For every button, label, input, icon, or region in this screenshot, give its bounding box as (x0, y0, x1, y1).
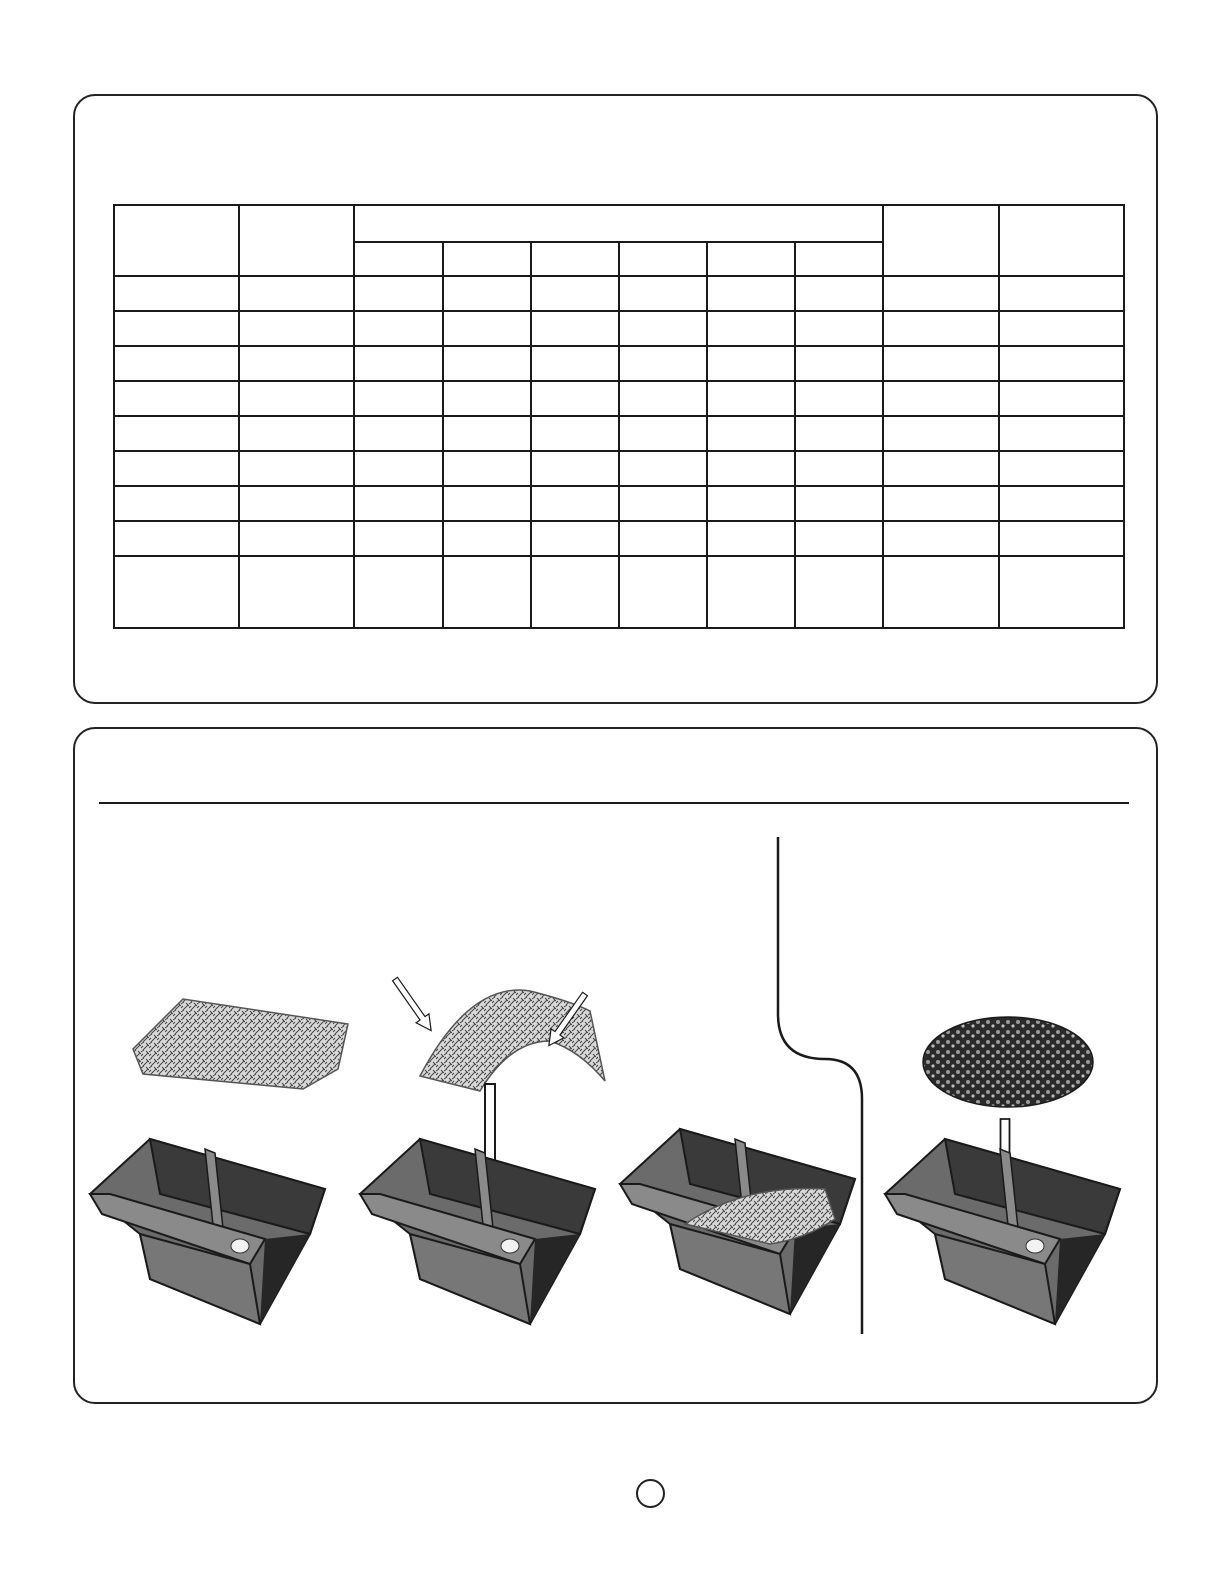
table-cell (531, 311, 619, 346)
table-cell (531, 451, 619, 486)
table-cell (707, 451, 795, 486)
table-cell (707, 486, 795, 521)
table-cell (239, 416, 354, 451)
table-cell (354, 451, 443, 486)
table-cell (707, 276, 795, 311)
table-cell (443, 311, 531, 346)
table-cell (239, 311, 354, 346)
table-cell (999, 346, 1124, 381)
column-header (795, 242, 883, 276)
table-cell (795, 486, 883, 521)
table-cell (795, 346, 883, 381)
table-cell (531, 381, 619, 416)
table-cell (795, 451, 883, 486)
table-cell (619, 521, 707, 556)
table-cell (239, 276, 354, 311)
table-cell (883, 381, 999, 416)
table-cell (999, 486, 1124, 521)
table-cell (619, 346, 707, 381)
table-cell (443, 556, 531, 628)
table-cell (354, 556, 443, 628)
table-cell (619, 486, 707, 521)
table-cell (999, 276, 1124, 311)
table-row (114, 486, 1124, 521)
table-panel (73, 94, 1158, 704)
table-cell (707, 556, 795, 628)
table-cell (531, 556, 619, 628)
table-cell (354, 346, 443, 381)
table-cell (354, 311, 443, 346)
table-cell (999, 381, 1124, 416)
column-header (707, 242, 795, 276)
table-cell (619, 276, 707, 311)
table-cell (795, 416, 883, 451)
filter-tray-icon (360, 1139, 595, 1324)
table-row (114, 451, 1124, 486)
table-cell (883, 311, 999, 346)
table-cell (114, 416, 239, 451)
table-cell (443, 486, 531, 521)
table-cell (531, 486, 619, 521)
table-cell (354, 416, 443, 451)
filter-panel (73, 727, 1158, 1404)
table-cell (354, 521, 443, 556)
table-cell (619, 416, 707, 451)
table-cell (239, 451, 354, 486)
table-cell (114, 451, 239, 486)
table-cell (707, 381, 795, 416)
table-cell (531, 346, 619, 381)
arrow-icon (389, 975, 438, 1036)
table-cell (443, 416, 531, 451)
table-cell (239, 556, 354, 628)
table-cell (883, 451, 999, 486)
table-cell (114, 381, 239, 416)
column-header (239, 205, 354, 276)
table-cell (795, 276, 883, 311)
table-row (114, 521, 1124, 556)
table-cell (531, 276, 619, 311)
table-cell (114, 556, 239, 628)
table-cell (707, 521, 795, 556)
column-header (443, 242, 531, 276)
column-header (531, 242, 619, 276)
column-header (883, 205, 999, 276)
filter-steps-illustration (75, 729, 1160, 1406)
table-cell (239, 346, 354, 381)
table-cell (531, 521, 619, 556)
table-cell (795, 521, 883, 556)
table-cell (999, 311, 1124, 346)
table-row (114, 276, 1124, 311)
table-cell (795, 381, 883, 416)
table-cell (239, 486, 354, 521)
table-cell (707, 346, 795, 381)
table-cell (999, 451, 1124, 486)
table-row (114, 556, 1124, 628)
table-cell (239, 521, 354, 556)
table-cell (883, 556, 999, 628)
table-cell (114, 346, 239, 381)
table-row (114, 381, 1124, 416)
table-cell (999, 521, 1124, 556)
spec-table (113, 204, 1125, 629)
table-cell (999, 556, 1124, 628)
table-cell (354, 276, 443, 311)
table-cell (619, 451, 707, 486)
table-cell (354, 381, 443, 416)
table-cell (883, 486, 999, 521)
table-cell (443, 451, 531, 486)
table-cell (707, 311, 795, 346)
page-number-badge (636, 1479, 665, 1508)
table-cell (883, 521, 999, 556)
table-row (114, 416, 1124, 451)
round-filter-pad-icon (923, 1017, 1093, 1107)
table-cell (707, 416, 795, 451)
column-header (354, 242, 443, 276)
table-cell (114, 521, 239, 556)
table-cell (531, 416, 619, 451)
column-header (619, 242, 707, 276)
filter-tray-icon (90, 1139, 325, 1324)
table-cell (883, 416, 999, 451)
table-row (114, 346, 1124, 381)
table-cell (443, 521, 531, 556)
table-cell (795, 311, 883, 346)
table-cell (239, 381, 354, 416)
table-cell (883, 346, 999, 381)
table-cell (443, 346, 531, 381)
column-header (999, 205, 1124, 276)
group-header (354, 205, 883, 242)
table-cell (795, 556, 883, 628)
table-row (114, 311, 1124, 346)
flat-filter-pad-icon (133, 999, 348, 1089)
filter-tray-icon (885, 1139, 1120, 1324)
table-cell (354, 486, 443, 521)
table-cell (114, 311, 239, 346)
table-cell (619, 556, 707, 628)
table-cell (883, 276, 999, 311)
table-cell (619, 311, 707, 346)
table-cell (999, 416, 1124, 451)
table-cell (114, 276, 239, 311)
table-cell (443, 381, 531, 416)
table-cell (619, 381, 707, 416)
table-cell (443, 276, 531, 311)
column-header (114, 205, 239, 276)
table-cell (114, 486, 239, 521)
